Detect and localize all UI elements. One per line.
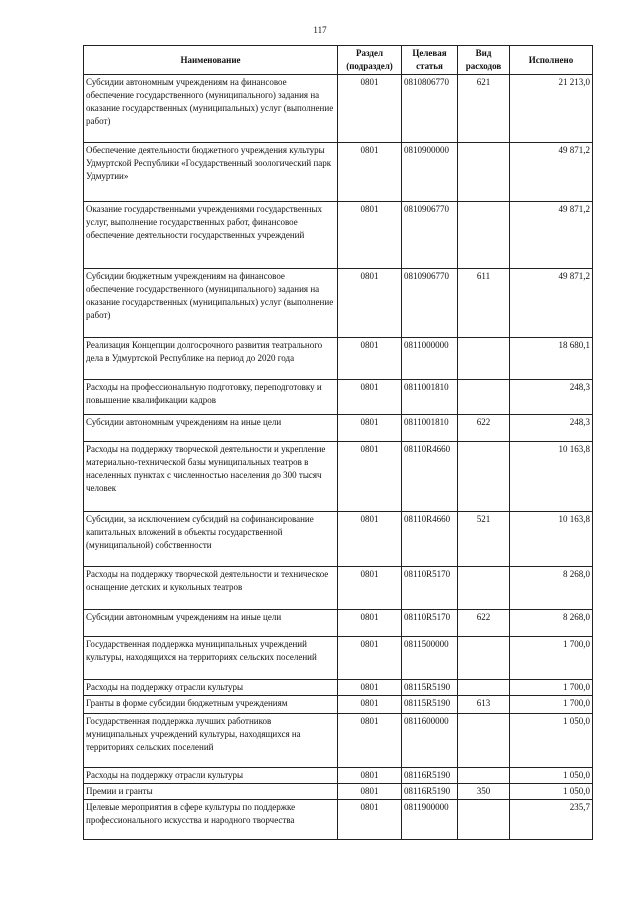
cell-article: 08110R5170 bbox=[402, 610, 458, 637]
cell-expense-type: 622 bbox=[458, 610, 510, 637]
header-section: Раздел (подраздел) bbox=[338, 46, 402, 75]
cell-name: Расходы на поддержку отрасли культуры bbox=[84, 680, 338, 696]
header-article: Целевая статья bbox=[402, 46, 458, 75]
table-row bbox=[84, 415, 593, 442]
table-body bbox=[84, 75, 593, 840]
header-expense-type: Вид расходов bbox=[458, 46, 510, 75]
cell-name: Премии и гранты bbox=[84, 784, 338, 800]
table-row bbox=[84, 202, 593, 269]
cell-section: 0801 bbox=[338, 680, 402, 696]
cell-executed: 18 680,1 bbox=[510, 338, 593, 380]
cell-executed: 1 700,0 bbox=[510, 696, 593, 714]
cell-expense-type bbox=[458, 567, 510, 610]
table-row bbox=[84, 143, 593, 202]
cell-executed: 1 050,0 bbox=[510, 784, 593, 800]
table-header-row bbox=[84, 46, 593, 75]
table-row bbox=[84, 696, 593, 714]
cell-name: Расходы на профессиональную подготовку, переподготовку и повышение квалификации кадров bbox=[84, 380, 338, 415]
cell-name: Реализация Концепции долгосрочного развития театрального дела в Удмуртской Республике на период до 2020 года bbox=[84, 338, 338, 380]
cell-section: 0801 bbox=[338, 800, 402, 840]
cell-section: 0801 bbox=[338, 696, 402, 714]
cell-article: 0811001810 bbox=[402, 380, 458, 415]
cell-executed: 8 268,0 bbox=[510, 567, 593, 610]
cell-name: Субсидии бюджетным учреждениям на финансовое обеспечение государственного (муниципального) задания на оказание государственных (муниципальных) услуг (выполнение работ) bbox=[84, 269, 338, 338]
table-row bbox=[84, 512, 593, 567]
cell-section: 0801 bbox=[338, 784, 402, 800]
cell-name: Оказание государственными учреждениями государственных услуг, выполнение государственных работ, финансовое обеспечение деятельности государственных учреждений bbox=[84, 202, 338, 269]
cell-name: Гранты в форме субсидии бюджетным учреждениям bbox=[84, 696, 338, 714]
cell-section: 0801 bbox=[338, 143, 402, 202]
table-row bbox=[84, 269, 593, 338]
budget-table bbox=[83, 45, 593, 840]
cell-section: 0801 bbox=[338, 269, 402, 338]
cell-section: 0801 bbox=[338, 610, 402, 637]
cell-article: 08110R5170 bbox=[402, 567, 458, 610]
cell-article: 0811600000 bbox=[402, 714, 458, 768]
cell-executed: 235,7 bbox=[510, 800, 593, 840]
table-row bbox=[84, 442, 593, 512]
table-row bbox=[84, 75, 593, 143]
cell-section: 0801 bbox=[338, 714, 402, 768]
cell-article: 08116R5190 bbox=[402, 768, 458, 784]
cell-article: 0810806770 bbox=[402, 75, 458, 143]
cell-expense-type bbox=[458, 714, 510, 768]
cell-name: Государственная поддержка муниципальных учреждений культуры, находящихся на территориях сельских поселений bbox=[84, 637, 338, 680]
cell-expense-type: 622 bbox=[458, 415, 510, 442]
cell-expense-type bbox=[458, 202, 510, 269]
cell-expense-type: 621 bbox=[458, 75, 510, 143]
cell-executed: 248,3 bbox=[510, 380, 593, 415]
cell-article: 0811900000 bbox=[402, 800, 458, 840]
cell-section: 0801 bbox=[338, 75, 402, 143]
cell-expense-type bbox=[458, 768, 510, 784]
table-row bbox=[84, 380, 593, 415]
cell-section: 0801 bbox=[338, 442, 402, 512]
cell-name: Государственная поддержка лучших работников муниципальных учреждений культуры, находящихся на территориях сельских поселений bbox=[84, 714, 338, 768]
table-row bbox=[84, 610, 593, 637]
cell-section: 0801 bbox=[338, 567, 402, 610]
cell-article: 08115R5190 bbox=[402, 696, 458, 714]
table-row bbox=[84, 768, 593, 784]
cell-name: Субсидии автономным учреждениям на иные цели bbox=[84, 610, 338, 637]
cell-name: Субсидии, за исключением субсидий на софинансирование капитальных вложений в объекты государственной (муниципальной) собственности bbox=[84, 512, 338, 567]
page-number: 117 bbox=[313, 25, 327, 35]
cell-expense-type: 611 bbox=[458, 269, 510, 338]
cell-expense-type: 613 bbox=[458, 696, 510, 714]
cell-executed: 1 050,0 bbox=[510, 768, 593, 784]
table-row bbox=[84, 637, 593, 680]
cell-name: Субсидии автономным учреждениям на финансовое обеспечение государственного (муниципального) задания на оказание государственных (муниципальных) услуг (выполнение работ) bbox=[84, 75, 338, 143]
cell-expense-type bbox=[458, 338, 510, 380]
cell-executed: 1 050,0 bbox=[510, 714, 593, 768]
table-row bbox=[84, 567, 593, 610]
cell-article: 08116R5190 bbox=[402, 784, 458, 800]
cell-article: 0811001810 bbox=[402, 415, 458, 442]
cell-executed: 1 700,0 bbox=[510, 680, 593, 696]
cell-executed: 10 163,8 bbox=[510, 442, 593, 512]
cell-section: 0801 bbox=[338, 338, 402, 380]
cell-name: Субсидии автономным учреждениям на иные цели bbox=[84, 415, 338, 442]
cell-name: Целевые мероприятия в сфере культуры по поддержке профессионального искусства и народного творчества bbox=[84, 800, 338, 840]
header-executed: Исполнено bbox=[510, 46, 593, 75]
cell-executed: 1 700,0 bbox=[510, 637, 593, 680]
cell-section: 0801 bbox=[338, 380, 402, 415]
cell-executed: 49 871,2 bbox=[510, 202, 593, 269]
cell-article: 0810900000 bbox=[402, 143, 458, 202]
cell-expense-type bbox=[458, 442, 510, 512]
cell-article: 0810906770 bbox=[402, 202, 458, 269]
cell-expense-type: 521 bbox=[458, 512, 510, 567]
cell-executed: 49 871,2 bbox=[510, 143, 593, 202]
cell-name: Расходы на поддержку отрасли культуры bbox=[84, 768, 338, 784]
table-row bbox=[84, 338, 593, 380]
cell-section: 0801 bbox=[338, 415, 402, 442]
cell-expense-type bbox=[458, 143, 510, 202]
cell-article: 0811500000 bbox=[402, 637, 458, 680]
cell-section: 0801 bbox=[338, 512, 402, 567]
cell-expense-type bbox=[458, 637, 510, 680]
cell-article: 0810906770 bbox=[402, 269, 458, 338]
cell-executed: 49 871,2 bbox=[510, 269, 593, 338]
cell-executed: 8 268,0 bbox=[510, 610, 593, 637]
cell-expense-type bbox=[458, 680, 510, 696]
table-row bbox=[84, 714, 593, 768]
cell-article: 0811000000 bbox=[402, 338, 458, 380]
cell-name: Обеспечение деятельности бюджетного учреждения культуры Удмуртской Республики «Государственный зоологический парк Удмуртии» bbox=[84, 143, 338, 202]
cell-name: Расходы на поддержку творческой деятельности и техническое оснащение детских и кукольных театров bbox=[84, 567, 338, 610]
cell-expense-type bbox=[458, 800, 510, 840]
cell-article: 08115R5190 bbox=[402, 680, 458, 696]
cell-expense-type: 350 bbox=[458, 784, 510, 800]
table-row bbox=[84, 784, 593, 800]
cell-executed: 21 213,0 bbox=[510, 75, 593, 143]
cell-section: 0801 bbox=[338, 768, 402, 784]
header-name: Наименование bbox=[84, 46, 338, 75]
cell-section: 0801 bbox=[338, 637, 402, 680]
cell-article: 08110R4660 bbox=[402, 442, 458, 512]
cell-section: 0801 bbox=[338, 202, 402, 269]
cell-name: Расходы на поддержку творческой деятельности и укрепление материально-технической базы муниципальных театров в населенных пунктах с численностью населения до 300 тысяч человек bbox=[84, 442, 338, 512]
cell-article: 08110R4660 bbox=[402, 512, 458, 567]
table-row bbox=[84, 800, 593, 840]
cell-executed: 10 163,8 bbox=[510, 512, 593, 567]
cell-executed: 248,3 bbox=[510, 415, 593, 442]
table-row bbox=[84, 680, 593, 696]
cell-expense-type bbox=[458, 380, 510, 415]
